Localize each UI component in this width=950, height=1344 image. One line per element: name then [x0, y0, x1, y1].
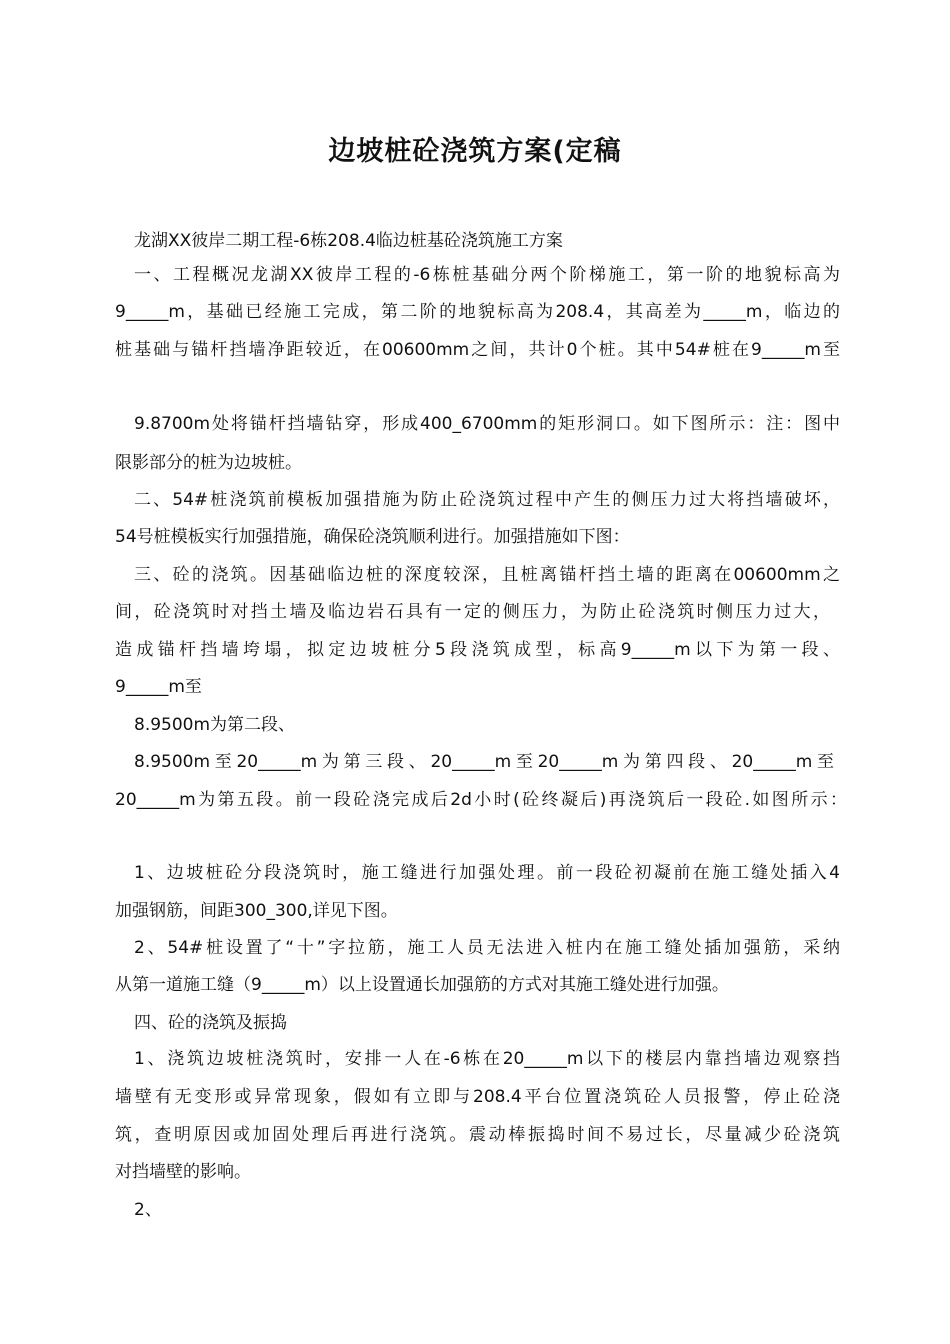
paragraph-line: 8.9500m为第二段、	[134, 715, 296, 735]
paragraph-line: 造成锚杆挡墙垮塌，拟定边坡桩分5段浇筑成型，标高9_____m以下为第一段、	[115, 640, 840, 660]
paragraph-line: 对挡墙壁的影响。	[115, 1162, 251, 1182]
paragraph-line: 9_____m至	[115, 677, 202, 697]
paragraph-line: 墙壁有无变形或异常现象，假如有立即与208.4平台位置浇筑砼人员报警，停止砼浇	[115, 1087, 840, 1107]
paragraph-line: 54号桩模板实行加强措施，确保砼浇筑顺利进行。加强措施如下图：	[115, 527, 630, 547]
paragraph-line: 一、工程概况龙湖XX彼岸工程的-6栋桩基础分两个阶梯施工，第一阶的地貌标高为	[134, 265, 840, 285]
paragraph-line: 从第一道施工缝（9_____m）以上设置通长加强筋的方式对其施工缝处进行加强。	[115, 975, 729, 995]
document-title: 边坡桩砼浇筑方案(定稿	[328, 136, 622, 167]
paragraph-line: 20_____m为第五段。前一段砼浇完成后2d小时(砼终凝后)再浇筑后一段砼.如图所示：	[115, 790, 847, 810]
paragraph-line: 8.9500m至20_____m为第三段、20_____m至20_____m为第四段、20_____m至	[134, 752, 834, 772]
project-heading-line: 龙湖XX彼岸二期工程-6栋208.4临边桩基砼浇筑施工方案	[134, 231, 563, 251]
paragraph-line: 桩基础与锚杆挡墙净距较近，在00600mm之间，共计0个桩。其中54#桩在9_____m至	[115, 340, 840, 360]
paragraph-line: 1、边坡桩砼分段浇筑时，施工缝进行加强处理。前一段砼初凝前在施工缝处插入4	[134, 863, 840, 883]
paragraph-line: 2、	[134, 1200, 162, 1220]
paragraph-line: 限影部分的桩为边坡桩。	[115, 453, 302, 473]
paragraph-line: 9.8700m处将锚杆挡墙钻穿，形成400_6700mm的矩形洞口。如下图所示：注：图中	[134, 414, 840, 434]
paragraph-line: 筑，查明原因或加固处理后再进行浇筑。震动棒振捣时间不易过长，尽量减少砼浇筑	[115, 1125, 840, 1145]
paragraph-line: 9_____m，基础已经施工完成，第二阶的地貌标高为208.4，其高差为_____m，临边的	[115, 302, 840, 322]
paragraph-line: 加强钢筋，间距300_300,详见下图。	[115, 901, 398, 921]
section-heading-line: 四、砼的浇筑及振捣	[134, 1013, 287, 1033]
paragraph-line: 间，砼浇筑时对挡土墙及临边岩石具有一定的侧压力，为防止砼浇筑时侧压力过大，	[115, 602, 830, 622]
paragraph-line: 2、54#桩设置了“十”字拉筋，施工人员无法进入桩内在施工缝处插加强筋，采纳	[134, 938, 840, 958]
paragraph-line: 二、54#桩浇筑前模板加强措施为防止砼浇筑过程中产生的侧压力过大将挡墙破坏，	[134, 490, 840, 510]
paragraph-line: 三、砼的浇筑。因基础临边桩的深度较深，且桩离锚杆挡土墙的距离在00600mm之	[134, 565, 840, 585]
paragraph-line: 1、浇筑边坡桩浇筑时，安排一人在-6栋在20_____m以下的楼层内靠挡墙边观察挡	[134, 1049, 840, 1069]
